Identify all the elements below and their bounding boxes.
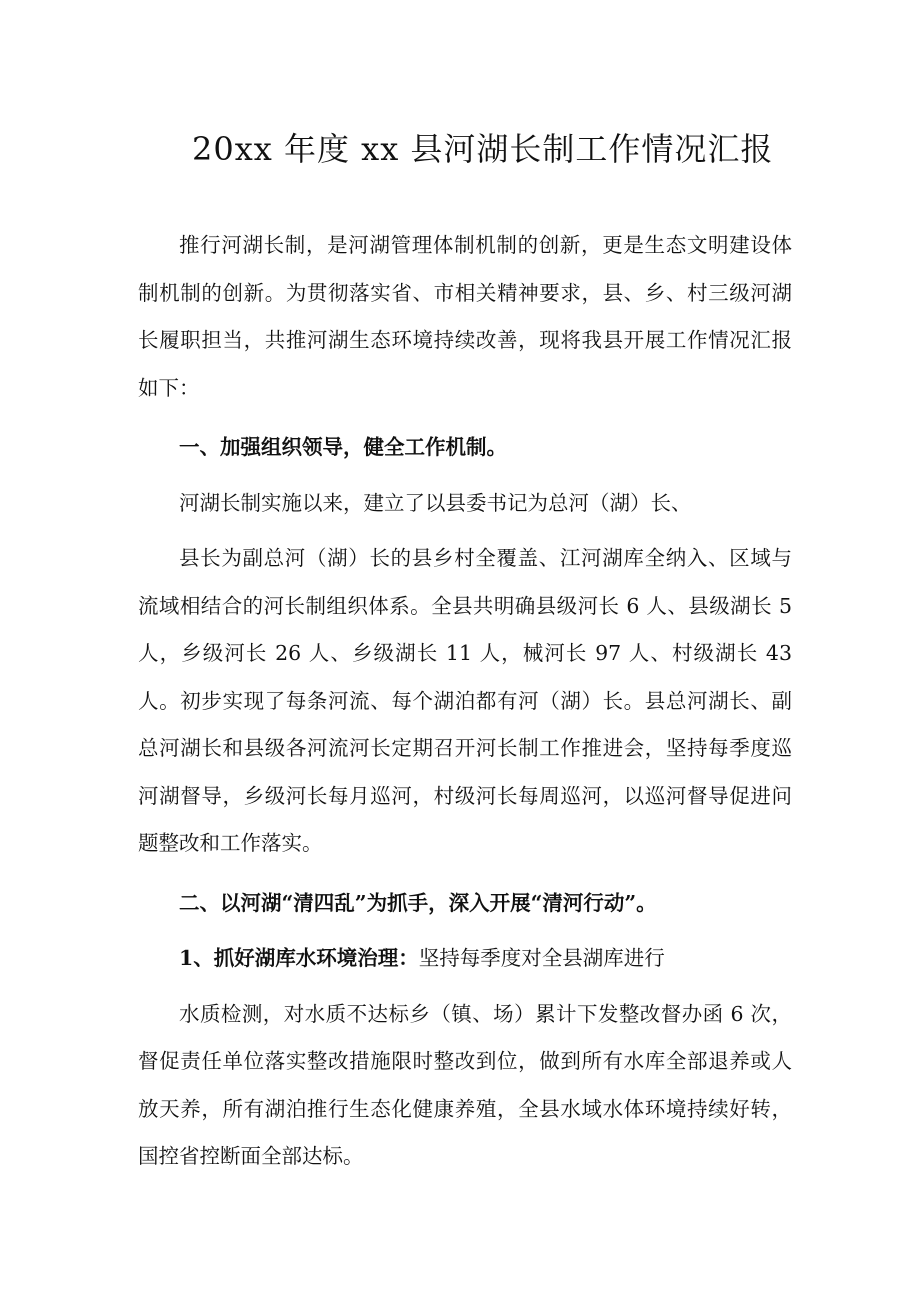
section2-heading: 二、以河湖“清四乱”为抓手，深入开展“清河行动”。 [179, 890, 657, 915]
document-title: 20xx 年度 xx 县河湖长制工作情况汇报 [192, 130, 774, 168]
intro-paragraph: 推行河湖长制，是河湖管理体制机制的创新，更是生态文明建设体制机制的创新。为贯彻落实省、市相关精神要求，县、乡、村三级河湖长履职担当，共推河湖生态环境持续改善，现将我县开展工作情况汇报如下： [138, 233, 792, 400]
document-body [138, 222, 792, 1181]
section1-paragraph-a: 河湖长制实施以来，建立了以县委书记为总河（湖）长、 [179, 490, 692, 515]
item1-label: 1、抓好湖库水环境治理： [179, 946, 419, 970]
section1-paragraph-b: 县长为副总河（湖）长的县乡村全覆盖、江河湖库全纳入、区域与流域相结合的河长制组织体系。全县共明确县级河长 6 人、县级湖长 5 人，乡级河长 26 人、乡级湖长 11 人，械河长 97 人、村级湖长 43 人。初步实现了每条河流、每个湖泊都有河（湖）长。县总河湖长、副总河湖长和县级各河流河长定期召开河长制工作推进会，坚持每季度巡河湖督导，乡级河长每月巡河，村级河长每周巡河，以巡河督导促进问题整改和工作落实。 [138, 546, 792, 855]
section1-heading: 一、加强组织领导，健全工作机制。 [179, 435, 507, 459]
section2-item1-continuation: 水质检测，对水质不达标乡（镇、场）累计下发整改督办函 6 次，督促责任单位落实整改措施限时整改到位，做到所有水库全部退养或人放天养，所有湖泊推行生态化健康养殖，全县水域水体环境持续好转，国控省控断面全部达标。 [138, 1001, 792, 1168]
item1-text: 坚持每季度对全县湖库进行 [418, 946, 665, 970]
section2-item1 [138, 935, 792, 983]
